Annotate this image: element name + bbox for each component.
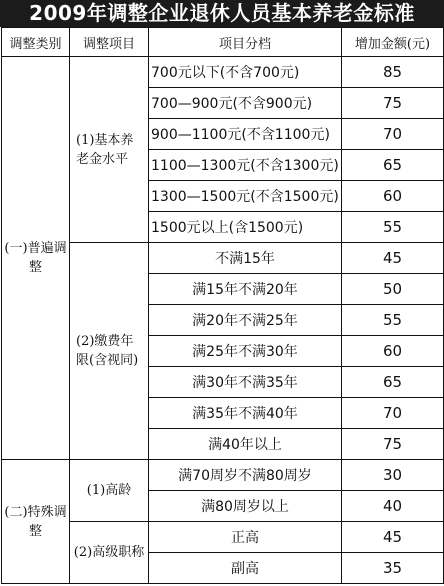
item-cell: 满30年不满35年 [149, 367, 342, 398]
amount-cell: 45 [342, 522, 444, 553]
item-cell: 满80周岁以上 [149, 491, 342, 522]
item-cell: 满25年不满30年 [149, 336, 342, 367]
header-item: 调整项目 [70, 28, 149, 57]
table-row [2, 57, 444, 88]
amount-cell: 85 [342, 57, 444, 88]
page-title: 2009年调整企业退休人员基本养老金标准 [0, 0, 444, 27]
category-general: (一)普遍调整 [2, 57, 70, 460]
amount-cell: 65 [342, 367, 444, 398]
amount-cell: 70 [342, 119, 444, 150]
pension-table [1, 27, 444, 584]
table-header-row [2, 28, 444, 57]
item-cell: 满20年不满25年 [149, 305, 342, 336]
table-row [2, 460, 444, 491]
amount-cell: 65 [342, 150, 444, 181]
amount-cell: 60 [342, 336, 444, 367]
item-cell: 1300—1500元(不含1500元) [149, 181, 342, 212]
header-breakdown: 项目分档 [149, 28, 342, 57]
amount-cell: 70 [342, 398, 444, 429]
subcategory-basic-pension: (1)基本养老金水平 [70, 57, 149, 243]
amount-cell: 45 [342, 243, 444, 274]
category-special: (二)特殊调整 [2, 460, 70, 584]
item-cell: 满15年不满20年 [149, 274, 342, 305]
amount-cell: 40 [342, 491, 444, 522]
item-cell: 正高 [149, 522, 342, 553]
subcategory-senior-title: (2)高级职称 [70, 522, 149, 584]
item-cell: 1500元以上(含1500元) [149, 212, 342, 243]
subcategory-advanced-age: (1)高龄 [70, 460, 149, 522]
item-cell: 副高 [149, 553, 342, 584]
item-cell: 满70周岁不满80周岁 [149, 460, 342, 491]
amount-cell: 60 [342, 181, 444, 212]
amount-cell: 75 [342, 88, 444, 119]
amount-cell: 50 [342, 274, 444, 305]
header-amount: 增加金额(元) [342, 28, 444, 57]
subcategory-contribution-years: (2)缴费年限(含视同) [70, 243, 149, 460]
amount-cell: 55 [342, 305, 444, 336]
item-cell: 1100—1300元(不含1300元) [149, 150, 342, 181]
amount-cell: 35 [342, 553, 444, 584]
item-cell: 700—900元(不含900元) [149, 88, 342, 119]
amount-cell: 30 [342, 460, 444, 491]
amount-cell: 75 [342, 429, 444, 460]
amount-cell: 55 [342, 212, 444, 243]
item-cell: 不满15年 [149, 243, 342, 274]
header-category: 调整类别 [2, 28, 70, 57]
item-cell: 700元以下(不含700元) [149, 57, 342, 88]
item-cell: 900—1100元(不含1100元) [149, 119, 342, 150]
item-cell: 满35年不满40年 [149, 398, 342, 429]
item-cell: 满40年以上 [149, 429, 342, 460]
